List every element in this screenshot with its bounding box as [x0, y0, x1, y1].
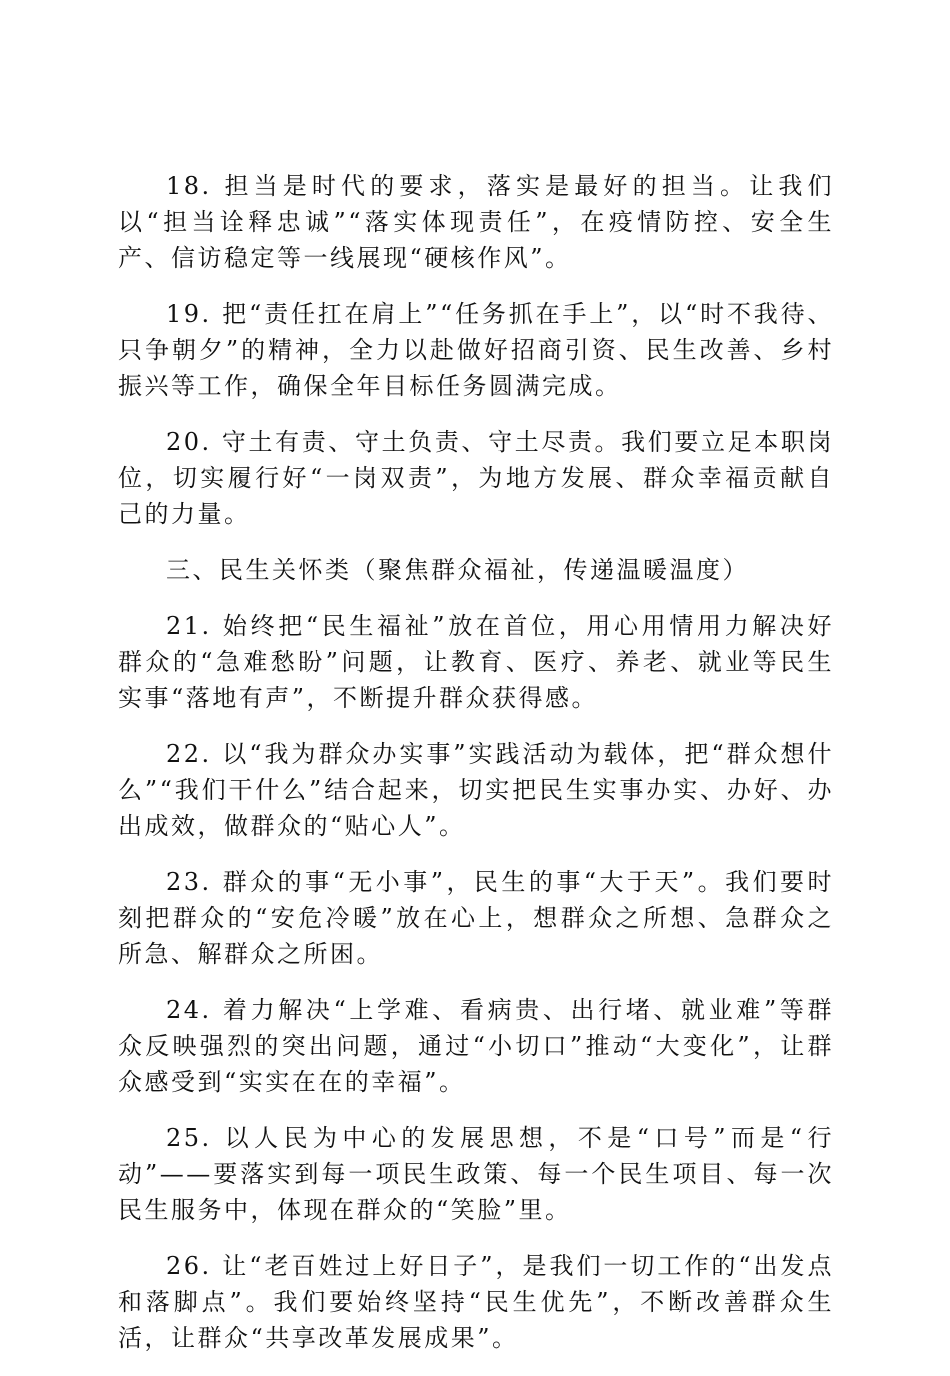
section-heading-3: 三、民生关怀类（聚焦群众福祉，传递温暖温度）: [166, 556, 749, 584]
paragraph-21: 21. 始终把“民生福祉”放在首位，用心用情用力解决好群众的“急难愁盼”问题，让教育、医疗、养老、就业等民生实事“落地有声”，不断提升群众获得感。: [118, 612, 834, 712]
paragraph-18: 18. 担当是时代的要求，落实是最好的担当。让我们以“担当诠释忠诚”“落实体现责任”，在疫情防控、安全生产、信访稳定等一线展现“硬核作风”。: [118, 172, 834, 272]
paragraph-25: 25. 以人民为中心的发展思想，不是“口号”而是“行动”——要落实到每一项民生政策、每一个民生项目、每一次民生服务中，体现在群众的“笑脸”里。: [118, 1124, 834, 1224]
paragraph-26: 26. 让“老百姓过上好日子”，是我们一切工作的“出发点和落脚点”。我们要始终坚持“民生优先”，不断改善群众生活，让群众“共享改革发展成果”。: [118, 1252, 834, 1352]
paragraph-19: 19. 把“责任扛在肩上”“任务抓在手上”，以“时不我待、只争朝夕”的精神，全力以赴做好招商引资、民生改善、乡村振兴等工作，确保全年目标任务圆满完成。: [118, 300, 834, 400]
paragraph-22: 22. 以“我为群众办实事”实践活动为载体，把“群众想什么”“我们干什么”结合起来，切实把民生实事办实、办好、办出成效，做群众的“贴心人”。: [118, 740, 834, 840]
paragraph-23: 23. 群众的事“无小事”，民生的事“大于天”。我们要时刻把群众的“安危冷暖”放在心上，想群众之所想、急群众之所急、解群众之所困。: [118, 868, 834, 968]
document-body: [118, 168, 834, 1376]
paragraph-24: 24. 着力解决“上学难、看病贵、出行堵、就业难”等群众反映强烈的突出问题，通过“小切口”推动“大变化”，让群众感受到“实实在在的幸福”。: [118, 996, 834, 1096]
paragraph-20: 20. 守土有责、守土负责、守土尽责。我们要立足本职岗位，切实履行好“一岗双责”，为地方发展、群众幸福贡献自己的力量。: [118, 428, 834, 528]
